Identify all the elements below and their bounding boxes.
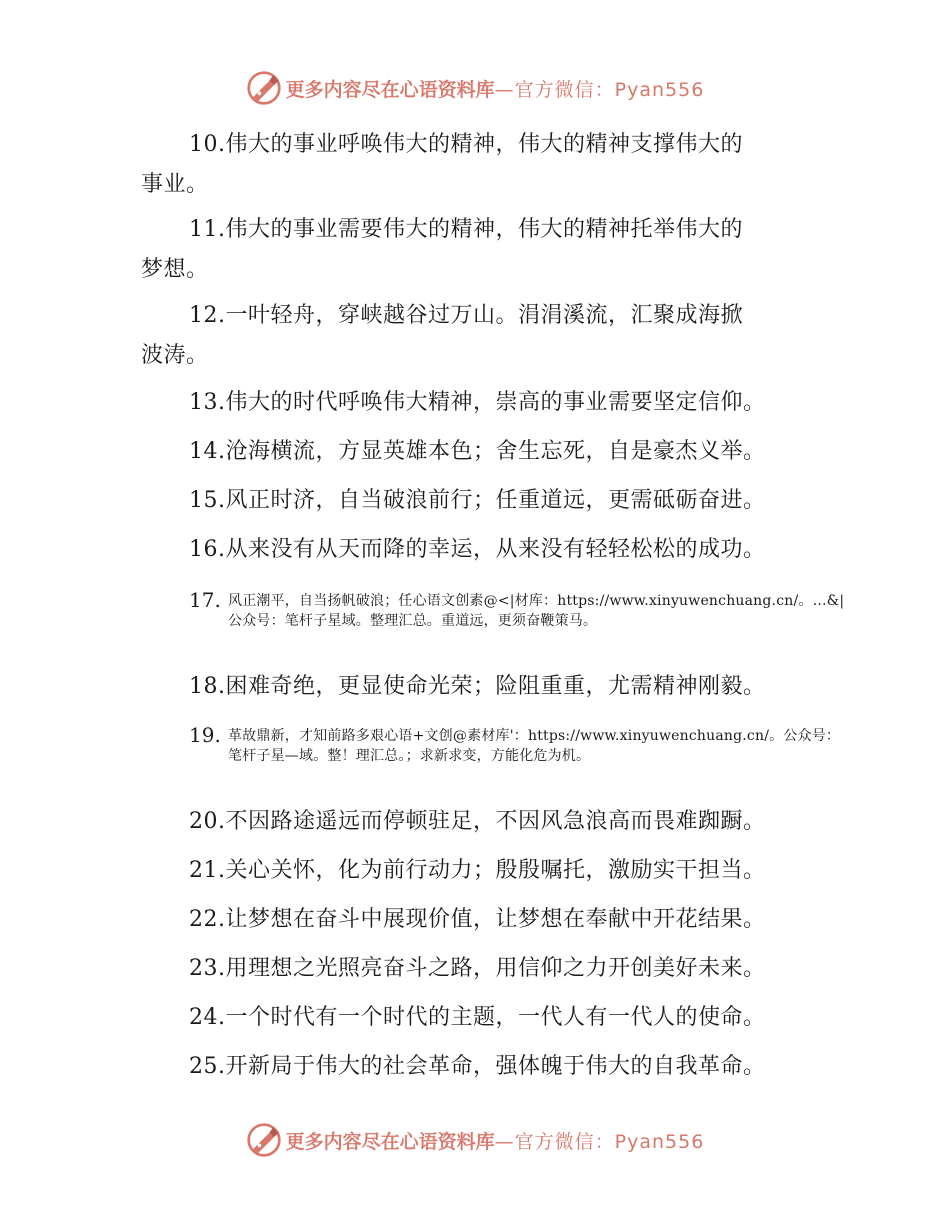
list-item: 14.沧海横流，方显英雄本色；舍生忘死，自是豪杰义举。 — [189, 439, 766, 464]
list-item-small-text: 风正潮平，自当扬帆破浪；任心语文创素@<|材库：https://www.xinyuwenchuang.cn/。…&|公众号：笔杆子星域。整理汇总。重道远，更须奋鞭策马。 — [228, 593, 845, 629]
list-item: 20.不因路途遥远而停顿驻足，不因风急浪高而畏难踟蹰。 — [189, 809, 766, 834]
pen-logo-icon — [246, 70, 282, 106]
list-item-continuation: 梦想。 — [141, 257, 209, 282]
banner-main-text: 更多内容尽在心语资料库 — [285, 1130, 495, 1153]
list-item-number: 17. — [189, 588, 221, 612]
list-item: 24.一个时代有一个时代的主题，一代人有一代人的使命。 — [189, 1005, 766, 1030]
list-item: 11.伟大的事业需要伟大的精神，伟大的精神托举伟大的 — [189, 217, 744, 242]
list-item: 12.一叶轻舟，穿峡越谷过万山。涓涓溪流，汇聚成海掀 — [189, 303, 744, 328]
banner-wechat-text: —官方微信：Pyan556 — [494, 1130, 705, 1153]
list-item-number: 19. — [189, 723, 221, 747]
list-item: 18.困难奇绝，更显使命光荣；险阻重重，尤需精神刚毅。 — [189, 674, 766, 699]
list-item: 13.伟大的时代呼唤伟大精神，崇高的事业需要坚定信仰。 — [189, 390, 766, 415]
banner-main-text: 更多内容尽在心语资料库 — [285, 78, 495, 101]
list-item: 25.开新局于伟大的社会革命，强体魄于伟大的自我革命。 — [189, 1054, 766, 1079]
list-item: 16.从来没有从天而降的幸运，从来没有轻轻松松的成功。 — [189, 537, 766, 562]
list-item: 23.用理想之光照亮奋斗之路，用信仰之力开创美好未来。 — [189, 956, 766, 981]
list-item: 21.关心关怀，化为前行动力；殷殷嘱托，激励实干担当。 — [189, 858, 766, 883]
list-item: 15.风正时济，自当破浪前行；任重道远，更需砥砺奋进。 — [189, 488, 766, 513]
header-banner — [0, 70, 950, 106]
list-item: 10.伟大的事业呼唤伟大的精神，伟大的精神支撑伟大的 — [189, 132, 744, 157]
list-item-small-text: 革故鼎新，才知前路多艰心语+文创@素材库'：https://www.xinyuwenchuang.cn/。公众号：笔杆子星—域。整！理汇总。；求新求变，方能化危为机。 — [228, 728, 841, 764]
list-item-continuation: 事业。 — [141, 172, 209, 197]
list-item: 22.让梦想在奋斗中展现价值，让梦想在奉献中开花结果。 — [189, 907, 766, 932]
footer-banner — [0, 1122, 950, 1158]
pen-logo-icon — [246, 1122, 282, 1158]
banner-wechat-text: —官方微信：Pyan556 — [494, 78, 705, 101]
list-item-continuation: 波涛。 — [141, 343, 209, 368]
